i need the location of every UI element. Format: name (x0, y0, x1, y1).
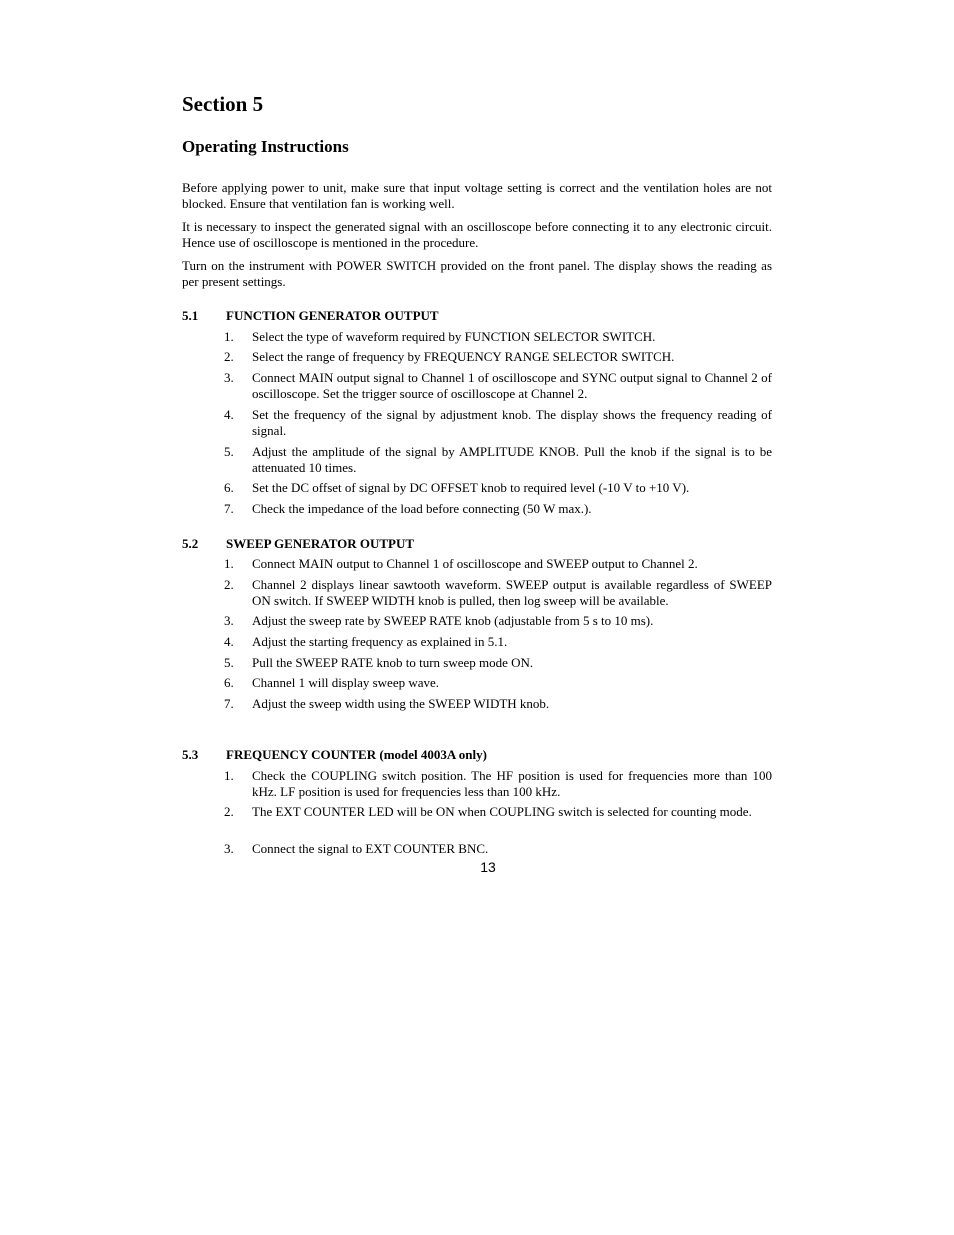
list-item (224, 634, 772, 650)
list-item-number: 2. (224, 804, 234, 819)
list-item-text: Adjust the sweep width using the SWEEP WIDTH knob. (252, 696, 550, 711)
list-item (224, 407, 772, 439)
list-item-text: Connect MAIN output to Channel 1 of oscilloscope and SWEEP output to Channel 2. (252, 556, 698, 571)
list-item-text: Adjust the starting frequency as explained in 5.1. (252, 634, 508, 649)
subsection-number: 5.2 (182, 536, 199, 551)
list-item-number: 1. (224, 329, 234, 344)
list-item-text: Pull the SWEEP RATE knob to turn sweep mode ON. (252, 655, 534, 670)
list-item-number: 6. (224, 480, 234, 495)
section-title: Section 5 (182, 92, 264, 116)
list-item-number: 3. (224, 613, 234, 628)
list-item-text: Set the frequency of the signal by adjustment knob. The display shows the frequency reading of signal. (252, 407, 772, 438)
list-item-text: Connect MAIN output signal to Channel 1 of oscilloscope and SYNC output signal to Channel 2 of oscilloscope. Set the trigger source of oscilloscope at Channel 2. (252, 370, 772, 401)
list-item-number: 2. (224, 349, 234, 364)
subsection-title: SWEEP GENERATOR OUTPUT (226, 536, 415, 551)
list-item-number: 7. (224, 696, 234, 711)
list-item (224, 370, 772, 402)
list-item (224, 480, 772, 496)
list-item (224, 675, 772, 691)
list-item-number: 6. (224, 675, 234, 690)
list-item-text: Check the COUPLING switch position. The HF position is used for frequencies more than 100 kHz. LF position is used for frequencies less than 100 kHz. (252, 768, 772, 799)
list-item-number: 7. (224, 501, 234, 516)
list-item (224, 577, 772, 609)
list-item (224, 444, 772, 476)
list-item-number: 3. (224, 841, 234, 856)
page-number: 13 (480, 859, 496, 875)
list-item-text: Connect the signal to EXT COUNTER BNC. (252, 841, 489, 856)
list-item-text: Adjust the sweep rate by SWEEP RATE knob (adjustable from 5 s to 10 ms). (252, 613, 654, 628)
list-item-number: 1. (224, 556, 234, 571)
subsection-title: FUNCTION GENERATOR OUTPUT (226, 308, 439, 323)
list-item-text: Adjust the amplitude of the signal by AMPLITUDE KNOB. Pull the knob if the signal is to be attenuated 10 times. (252, 444, 772, 475)
list-item-text: Channel 2 displays linear sawtooth waveform. SWEEP output is available regardless of SWEEP ON switch. If SWEEP WIDTH knob is pulled, then log sweep will be available. (252, 577, 772, 608)
list-item (224, 613, 772, 629)
subsection-number: 5.1 (182, 308, 199, 323)
list-item-text: Select the type of waveform required by FUNCTION SELECTOR SWITCH. (252, 329, 656, 344)
list-item-number: 4. (224, 407, 234, 422)
list-item (224, 329, 772, 345)
list-item-number: 4. (224, 634, 234, 649)
list-item-text: Channel 1 will display sweep wave. (252, 675, 440, 690)
subsection-number: 5.3 (182, 747, 199, 762)
list-item-text: Check the impedance of the load before connecting (50 W max.). (252, 501, 592, 516)
list-item-text: The EXT COUNTER LED will be ON when COUPLING switch is selected for counting mode. (252, 804, 752, 819)
list-item-number: 1. (224, 768, 234, 783)
list-item (224, 655, 772, 671)
list-item (224, 501, 772, 517)
intro-paragraph: It is necessary to inspect the generated signal with an oscilloscope before connecting it to any electronic circuit. Hence use of oscilloscope is mentioned in the procedure. (182, 219, 772, 250)
list-item-number: 5. (224, 655, 234, 670)
subsection-heading (182, 536, 414, 552)
list-item-number: 5. (224, 444, 234, 459)
list-item (224, 696, 772, 712)
list-item-text: Select the range of frequency by FREQUENCY RANGE SELECTOR SWITCH. (252, 349, 675, 364)
subsection-heading (182, 747, 487, 763)
list-item (224, 804, 772, 820)
list-item-number: 3. (224, 370, 234, 385)
intro-paragraph: Before applying power to unit, make sure that input voltage setting is correct and the ventilation holes are not blocked. Ensure that ventilation fan is working well. (182, 180, 772, 211)
chapter-title: Operating Instructions (182, 137, 349, 156)
list-item (224, 556, 772, 572)
subsection-heading (182, 308, 439, 324)
subsection-title: FREQUENCY COUNTER (model 4003A only) (226, 747, 487, 762)
list-item (224, 349, 772, 365)
list-item-text: Set the DC offset of signal by DC OFFSET knob to required level (-10 V to +10 V). (252, 480, 690, 495)
list-item-number: 2. (224, 577, 234, 592)
intro-paragraph: Turn on the instrument with POWER SWITCH provided on the front panel. The display shows the reading as per present settings. (182, 258, 772, 289)
list-item (224, 768, 772, 800)
list-item (224, 841, 772, 857)
